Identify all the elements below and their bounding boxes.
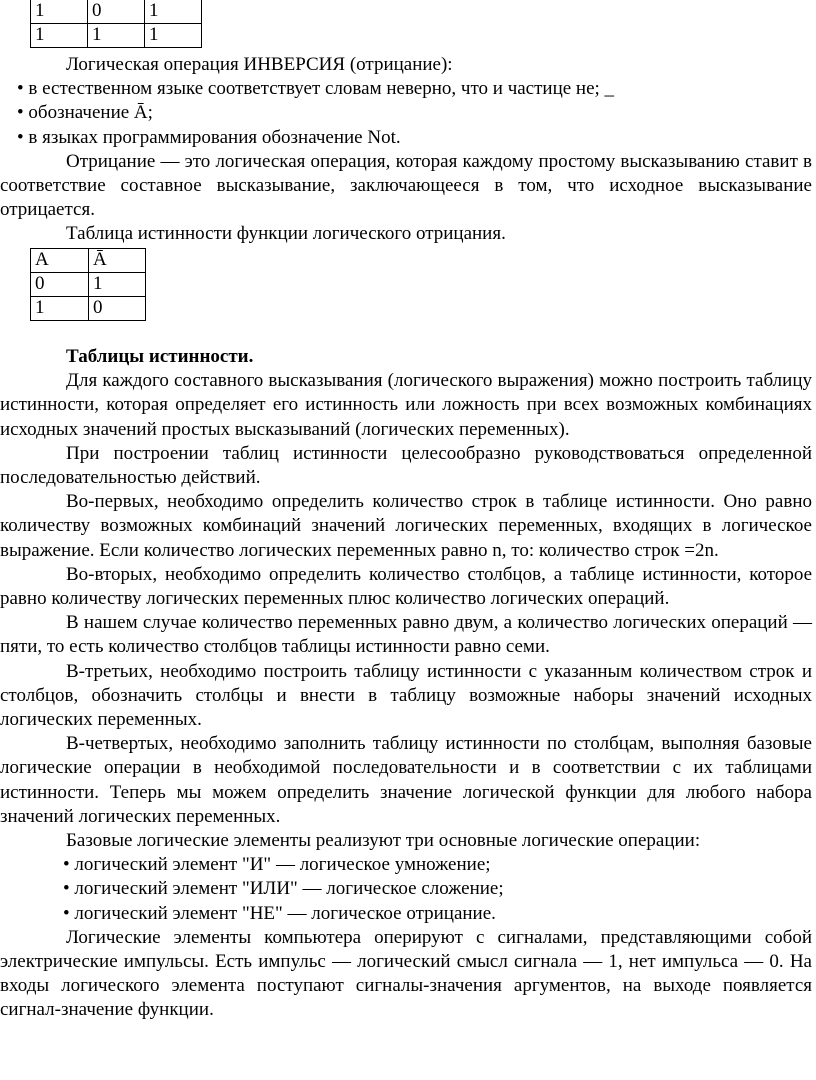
paragraph: Логические элементы компьютера оперируют с сигналами, представляющими собой электрические импульсы. Есть импульс — логический смысл сигнала — 1, нет импульса — 0. На входы логического элемента поступают сигналы-значения аргументов, на выходе появляется сигнал-значение функции. [0,926,812,1021]
table-cell: 1 [89,273,146,297]
paragraph: При построении таблиц истинности целесообразно руководствоваться определенной последовательностью действий. [0,442,812,489]
table-cell: 0 [88,0,145,24]
bullet-item: • логический элемент "НЕ" — логическое отрицание. [63,902,496,924]
inversion-heading: Логическая операция ИНВЕРСИЯ (отрицание): [66,54,453,75]
paragraph: В нашем случае количество переменных равно двум, а количество логических операций — пяти, то есть количество столбцов таблицы истинности равно семи. [0,612,812,658]
table-caption: Таблица истинности функции логического отрицания. [66,223,506,245]
negation-definition: Отрицание — это логическая операция, которая каждому простому высказыванию ставит в соответствие составное высказывание, заключающееся в том, что исходное высказывание отрицается. [0,150,812,221]
truth-tables-section [0,345,812,1023]
bullet-item: • логический элемент "И" — логическое умножение; [63,854,491,876]
table-row [31,0,202,24]
elements-intro: Базовые логические элементы реализуют три основные логические операции: [66,830,701,852]
table-cell: 1 [145,24,202,48]
truth-table-not [30,248,146,321]
paragraph: В-третьих, необходимо построить таблицу истинности с указанным количеством строк и столбцов, обозначить столбцы и внести в таблицу возможные наборы значений исходных логических переменных. [0,660,812,731]
table-row [31,249,146,273]
table-header-cell: Ā [89,249,146,273]
table-cell: 1 [31,0,88,24]
table-row [31,273,146,297]
table-cell: 1 [145,0,202,24]
bullet-item: • логический элемент "ИЛИ" — логическое сложение; [63,878,504,900]
section-title: Таблицы истинности. [66,346,254,367]
paragraph: В-четвертых, необходимо заполнить таблицу истинности по столбцам, выполняя базовые логические операции в необходимой последовательности и в соответствии с их таблицами истинности. Теперь мы можем определить значение логической функции для любого набора значений логических переменных. [0,733,812,827]
table-header-cell: A [31,249,89,273]
inversion-section [0,53,812,247]
table-cell: 1 [31,297,89,321]
table-cell: 0 [31,273,89,297]
table-row [31,24,202,48]
paragraph: Во-первых, необходимо определить количество строк в таблице истинности. Оно равно количеству возможных комбинаций значений логических переменных, входящих в логическое выражение. Если количество логических переменных равно n, то: количество строк =2n. [0,491,812,561]
paragraph: Для каждого составного высказывания (логического выражения) можно построить таблицу истинности, которая определяет его истинность или ложность при всех возможных комбинациях исходных значений простых высказываний (логических переменных). [0,370,812,440]
table-cell: 1 [31,24,88,48]
table-cell: 1 [88,24,145,48]
paragraph: Во-вторых, необходимо определить количество столбцов, а таблице истинности, которое равно количеству логических переменных плюс количество логических операций. [0,563,812,610]
truth-table-or-tail [30,0,202,48]
bullet-item: • в естественном языке соответствует словам неверно, что и частице не; _ [17,78,615,100]
table-cell: 0 [89,297,146,321]
bullet-item: • обозначение Ā; [17,102,153,124]
table-row [31,297,146,321]
bullet-item: • в языках программирования обозначение Not. [17,126,401,148]
